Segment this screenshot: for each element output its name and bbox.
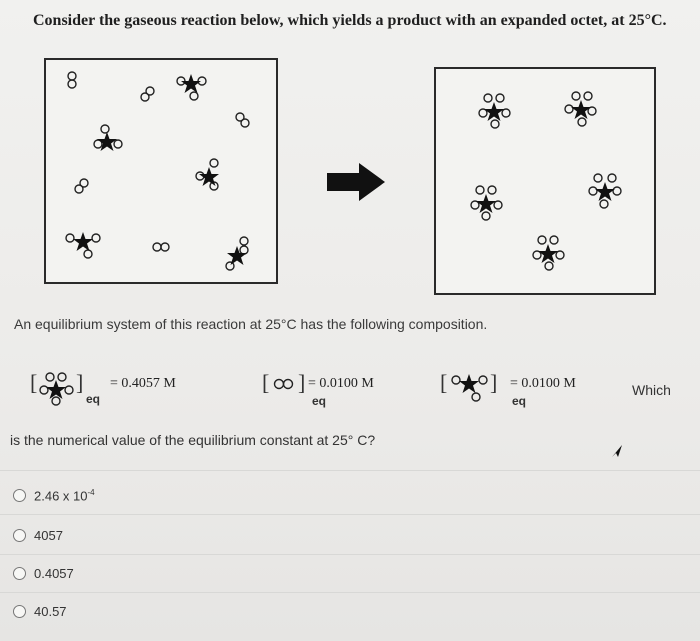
- radio-button[interactable]: [13, 529, 26, 542]
- concentration-value: = 0.0100 M: [510, 376, 576, 391]
- concentration-value: = 0.4057 M: [110, 376, 176, 391]
- eq-subscript: eq: [312, 394, 327, 408]
- product-molecule-icon: [39, 372, 75, 406]
- products-box: [434, 67, 656, 295]
- close-bracket: ]: [76, 370, 84, 395]
- open-bracket: [: [262, 370, 270, 395]
- product-molecule-icon: [470, 185, 504, 221]
- concentration-diatomic: [262, 372, 422, 412]
- question-continuation-start: Which: [632, 382, 671, 398]
- reactant-molecule-icon: [90, 124, 124, 154]
- concentration-value: = 0.0100 M: [308, 376, 374, 391]
- product-molecule-icon: [588, 173, 622, 209]
- answer-option-d[interactable]: [0, 592, 700, 629]
- open-bracket: [: [440, 370, 448, 395]
- diatomic-molecule-icon: [150, 240, 172, 254]
- reactant-molecule-icon: [194, 158, 224, 192]
- equilibrium-statement: An equilibrium system of this reaction at 25°C has the following composition.: [14, 316, 488, 332]
- product-molecule-icon: [564, 91, 598, 127]
- eq-subscript: eq: [512, 394, 527, 408]
- reaction-arrow-icon: [325, 162, 387, 202]
- diatomic-molecule-icon: [139, 86, 157, 104]
- reactants-box: [44, 58, 278, 284]
- question-continuation: is the numerical value of the equilibrium constant at 25° C?: [10, 432, 376, 448]
- reactant-molecule-icon: [222, 236, 252, 272]
- option-label: 40.57: [34, 604, 67, 619]
- close-bracket: ]: [298, 370, 306, 395]
- answer-option-b[interactable]: [0, 514, 700, 551]
- question-intro: Consider the gaseous reaction below, which yields a product with an expanded octet, at 25°C.: [33, 12, 667, 29]
- concentration-product: [30, 372, 230, 412]
- eq-subscript: eq: [86, 392, 101, 406]
- answer-option-a[interactable]: [0, 470, 700, 507]
- option-label: 0.4057: [34, 566, 74, 581]
- reactant-molecule-icon: [450, 372, 490, 404]
- open-bracket: [: [30, 370, 38, 395]
- mouse-cursor-icon: [611, 444, 623, 458]
- diatomic-molecule-icon: [73, 178, 91, 196]
- diatomic-molecule-icon: [234, 112, 252, 130]
- radio-button[interactable]: [13, 605, 26, 618]
- answer-option-c[interactable]: [0, 554, 700, 591]
- reactant-molecule-icon: [174, 72, 208, 102]
- option-label: 2.46 x $10^{-4}$: [34, 488, 95, 504]
- close-bracket: ]: [490, 370, 498, 395]
- diatomic-molecule-icon: [272, 378, 296, 390]
- product-molecule-icon: [532, 235, 566, 271]
- reactant-molecule-icon: [64, 230, 102, 260]
- product-molecule-icon: [478, 93, 512, 129]
- radio-button[interactable]: [13, 567, 26, 580]
- option-label: 4057: [34, 528, 63, 543]
- concentration-reactant: [440, 372, 630, 412]
- radio-button[interactable]: [13, 489, 26, 502]
- diatomic-molecule-icon: [65, 70, 79, 92]
